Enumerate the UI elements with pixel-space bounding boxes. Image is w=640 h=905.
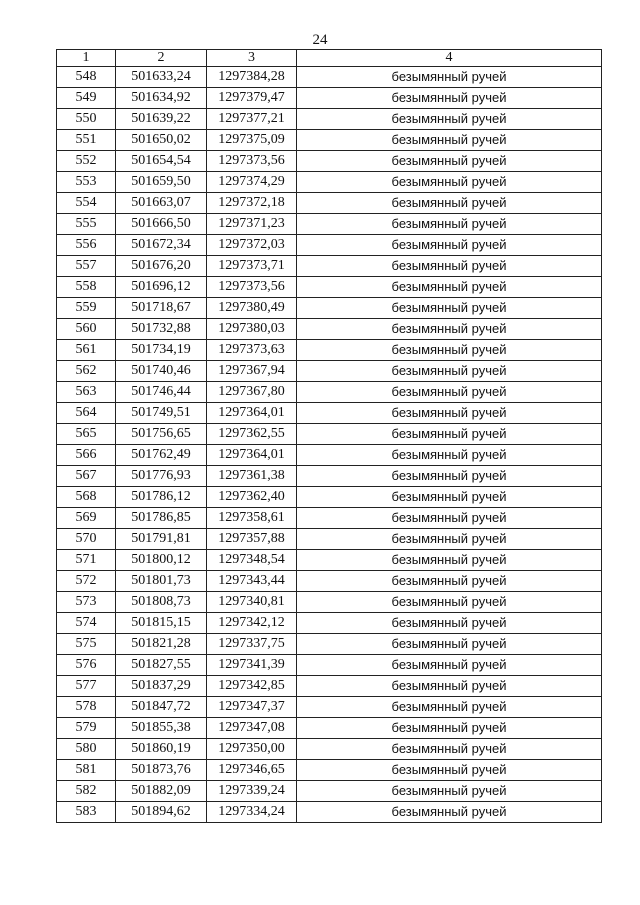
table-row — [57, 193, 602, 214]
table-row — [57, 214, 602, 235]
point-number-cell: 566 — [57, 445, 116, 466]
table-row — [57, 235, 602, 256]
header-col-4: 4 — [297, 50, 602, 67]
table-row — [57, 67, 602, 88]
object-name-cell: безымянный ручей — [297, 466, 602, 487]
table-row — [57, 382, 602, 403]
x-coordinate-cell: 501634,92 — [116, 88, 207, 109]
y-coordinate-cell: 1297364,01 — [207, 445, 297, 466]
y-coordinate-cell: 1297373,56 — [207, 277, 297, 298]
point-number-cell: 550 — [57, 109, 116, 130]
point-number-cell: 553 — [57, 172, 116, 193]
point-number-cell: 577 — [57, 676, 116, 697]
y-coordinate-cell: 1297342,12 — [207, 613, 297, 634]
object-name-cell: безымянный ручей — [297, 130, 602, 151]
x-coordinate-cell: 501821,28 — [116, 634, 207, 655]
y-coordinate-cell: 1297358,61 — [207, 508, 297, 529]
point-number-cell: 570 — [57, 529, 116, 550]
object-name-cell: безымянный ручей — [297, 445, 602, 466]
y-coordinate-cell: 1297340,81 — [207, 592, 297, 613]
y-coordinate-cell: 1297362,55 — [207, 424, 297, 445]
table-row — [57, 445, 602, 466]
table-row — [57, 760, 602, 781]
point-number-cell: 558 — [57, 277, 116, 298]
point-number-cell: 574 — [57, 613, 116, 634]
table-row — [57, 802, 602, 823]
y-coordinate-cell: 1297384,28 — [207, 67, 297, 88]
table-row — [57, 88, 602, 109]
table-row — [57, 298, 602, 319]
y-coordinate-cell: 1297372,03 — [207, 235, 297, 256]
y-coordinate-cell: 1297373,63 — [207, 340, 297, 361]
object-name-cell: безымянный ручей — [297, 655, 602, 676]
table-row — [57, 319, 602, 340]
x-coordinate-cell: 501855,38 — [116, 718, 207, 739]
x-coordinate-cell: 501666,50 — [116, 214, 207, 235]
y-coordinate-cell: 1297379,47 — [207, 88, 297, 109]
x-coordinate-cell: 501696,12 — [116, 277, 207, 298]
point-number-cell: 565 — [57, 424, 116, 445]
y-coordinate-cell: 1297364,01 — [207, 403, 297, 424]
object-name-cell: безымянный ручей — [297, 193, 602, 214]
x-coordinate-cell: 501837,29 — [116, 676, 207, 697]
point-number-cell: 583 — [57, 802, 116, 823]
y-coordinate-cell: 1297373,71 — [207, 256, 297, 277]
x-coordinate-cell: 501882,09 — [116, 781, 207, 802]
point-number-cell: 557 — [57, 256, 116, 277]
y-coordinate-cell: 1297337,75 — [207, 634, 297, 655]
point-number-cell: 551 — [57, 130, 116, 151]
x-coordinate-cell: 501672,34 — [116, 235, 207, 256]
page-number: 24 — [312, 32, 328, 48]
object-name-cell: безымянный ручей — [297, 340, 602, 361]
y-coordinate-cell: 1297367,94 — [207, 361, 297, 382]
object-name-cell: безымянный ручей — [297, 88, 602, 109]
object-name-cell: безымянный ручей — [297, 277, 602, 298]
point-number-cell: 568 — [57, 487, 116, 508]
point-number-cell: 572 — [57, 571, 116, 592]
object-name-cell: безымянный ручей — [297, 151, 602, 172]
point-number-cell: 548 — [57, 67, 116, 88]
x-coordinate-cell: 501633,24 — [116, 67, 207, 88]
x-coordinate-cell: 501800,12 — [116, 550, 207, 571]
object-name-cell: безымянный ручей — [297, 172, 602, 193]
x-coordinate-cell: 501873,76 — [116, 760, 207, 781]
x-coordinate-cell: 501654,54 — [116, 151, 207, 172]
x-coordinate-cell: 501762,49 — [116, 445, 207, 466]
point-number-cell: 562 — [57, 361, 116, 382]
point-number-cell: 563 — [57, 382, 116, 403]
y-coordinate-cell: 1297374,29 — [207, 172, 297, 193]
x-coordinate-cell: 501676,20 — [116, 256, 207, 277]
table-row — [57, 634, 602, 655]
x-coordinate-cell: 501663,07 — [116, 193, 207, 214]
table-row — [57, 571, 602, 592]
table-row — [57, 529, 602, 550]
point-number-cell: 556 — [57, 235, 116, 256]
table-header-row — [57, 50, 602, 67]
coordinates-table — [56, 49, 602, 823]
y-coordinate-cell: 1297341,39 — [207, 655, 297, 676]
y-coordinate-cell: 1297361,38 — [207, 466, 297, 487]
x-coordinate-cell: 501815,15 — [116, 613, 207, 634]
point-number-cell: 575 — [57, 634, 116, 655]
x-coordinate-cell: 501808,73 — [116, 592, 207, 613]
table-row — [57, 487, 602, 508]
y-coordinate-cell: 1297375,09 — [207, 130, 297, 151]
table-row — [57, 655, 602, 676]
point-number-cell: 580 — [57, 739, 116, 760]
object-name-cell: безымянный ручей — [297, 319, 602, 340]
object-name-cell: безымянный ручей — [297, 550, 602, 571]
table-row — [57, 172, 602, 193]
object-name-cell: безымянный ручей — [297, 676, 602, 697]
object-name-cell: безымянный ручей — [297, 256, 602, 277]
y-coordinate-cell: 1297373,56 — [207, 151, 297, 172]
header-col-1: 1 — [57, 50, 116, 67]
table-row — [57, 109, 602, 130]
point-number-cell: 579 — [57, 718, 116, 739]
x-coordinate-cell: 501734,19 — [116, 340, 207, 361]
header-col-3: 3 — [207, 50, 297, 67]
object-name-cell: безымянный ручей — [297, 529, 602, 550]
x-coordinate-cell: 501740,46 — [116, 361, 207, 382]
object-name-cell: безымянный ручей — [297, 781, 602, 802]
object-name-cell: безымянный ручей — [297, 802, 602, 823]
object-name-cell: безымянный ручей — [297, 508, 602, 529]
y-coordinate-cell: 1297380,49 — [207, 298, 297, 319]
table-row — [57, 403, 602, 424]
object-name-cell: безымянный ручей — [297, 487, 602, 508]
y-coordinate-cell: 1297339,24 — [207, 781, 297, 802]
y-coordinate-cell: 1297343,44 — [207, 571, 297, 592]
y-coordinate-cell: 1297377,21 — [207, 109, 297, 130]
table-row — [57, 466, 602, 487]
y-coordinate-cell: 1297334,24 — [207, 802, 297, 823]
point-number-cell: 549 — [57, 88, 116, 109]
table-row — [57, 676, 602, 697]
x-coordinate-cell: 501756,65 — [116, 424, 207, 445]
object-name-cell: безымянный ручей — [297, 739, 602, 760]
table-row — [57, 550, 602, 571]
x-coordinate-cell: 501894,62 — [116, 802, 207, 823]
point-number-cell: 567 — [57, 466, 116, 487]
point-number-cell: 552 — [57, 151, 116, 172]
y-coordinate-cell: 1297380,03 — [207, 319, 297, 340]
point-number-cell: 581 — [57, 760, 116, 781]
point-number-cell: 569 — [57, 508, 116, 529]
y-coordinate-cell: 1297371,23 — [207, 214, 297, 235]
x-coordinate-cell: 501718,67 — [116, 298, 207, 319]
point-number-cell: 559 — [57, 298, 116, 319]
x-coordinate-cell: 501786,12 — [116, 487, 207, 508]
object-name-cell: безымянный ручей — [297, 361, 602, 382]
x-coordinate-cell: 501791,81 — [116, 529, 207, 550]
object-name-cell: безымянный ручей — [297, 592, 602, 613]
point-number-cell: 555 — [57, 214, 116, 235]
table-row — [57, 424, 602, 445]
y-coordinate-cell: 1297367,80 — [207, 382, 297, 403]
y-coordinate-cell: 1297346,65 — [207, 760, 297, 781]
object-name-cell: безымянный ручей — [297, 634, 602, 655]
table-row — [57, 718, 602, 739]
table-row — [57, 592, 602, 613]
object-name-cell: безымянный ручей — [297, 424, 602, 445]
table-body — [57, 67, 602, 823]
y-coordinate-cell: 1297347,08 — [207, 718, 297, 739]
y-coordinate-cell: 1297357,88 — [207, 529, 297, 550]
x-coordinate-cell: 501746,44 — [116, 382, 207, 403]
object-name-cell: безымянный ручей — [297, 67, 602, 88]
point-number-cell: 554 — [57, 193, 116, 214]
point-number-cell: 560 — [57, 319, 116, 340]
point-number-cell: 578 — [57, 697, 116, 718]
object-name-cell: безымянный ручей — [297, 613, 602, 634]
table-row — [57, 697, 602, 718]
header-col-2: 2 — [116, 50, 207, 67]
point-number-cell: 582 — [57, 781, 116, 802]
point-number-cell: 576 — [57, 655, 116, 676]
y-coordinate-cell: 1297348,54 — [207, 550, 297, 571]
point-number-cell: 561 — [57, 340, 116, 361]
y-coordinate-cell: 1297372,18 — [207, 193, 297, 214]
x-coordinate-cell: 501860,19 — [116, 739, 207, 760]
table-row — [57, 256, 602, 277]
y-coordinate-cell: 1297347,37 — [207, 697, 297, 718]
object-name-cell: безымянный ручей — [297, 382, 602, 403]
table-row — [57, 361, 602, 382]
x-coordinate-cell: 501827,55 — [116, 655, 207, 676]
table-row — [57, 130, 602, 151]
point-number-cell: 571 — [57, 550, 116, 571]
x-coordinate-cell: 501749,51 — [116, 403, 207, 424]
object-name-cell: безымянный ручей — [297, 760, 602, 781]
table-row — [57, 781, 602, 802]
point-number-cell: 564 — [57, 403, 116, 424]
table-row — [57, 613, 602, 634]
table-row — [57, 151, 602, 172]
object-name-cell: безымянный ручей — [297, 403, 602, 424]
table-row — [57, 508, 602, 529]
object-name-cell: безымянный ручей — [297, 571, 602, 592]
point-number-cell: 573 — [57, 592, 116, 613]
object-name-cell: безымянный ручей — [297, 109, 602, 130]
y-coordinate-cell: 1297350,00 — [207, 739, 297, 760]
y-coordinate-cell: 1297342,85 — [207, 676, 297, 697]
object-name-cell: безымянный ручей — [297, 718, 602, 739]
x-coordinate-cell: 501801,73 — [116, 571, 207, 592]
x-coordinate-cell: 501776,93 — [116, 466, 207, 487]
x-coordinate-cell: 501847,72 — [116, 697, 207, 718]
table-row — [57, 340, 602, 361]
table-row — [57, 739, 602, 760]
x-coordinate-cell: 501786,85 — [116, 508, 207, 529]
x-coordinate-cell: 501639,22 — [116, 109, 207, 130]
object-name-cell: безымянный ручей — [297, 235, 602, 256]
object-name-cell: безымянный ручей — [297, 697, 602, 718]
y-coordinate-cell: 1297362,40 — [207, 487, 297, 508]
object-name-cell: безымянный ручей — [297, 214, 602, 235]
x-coordinate-cell: 501732,88 — [116, 319, 207, 340]
table-row — [57, 277, 602, 298]
object-name-cell: безымянный ручей — [297, 298, 602, 319]
x-coordinate-cell: 501659,50 — [116, 172, 207, 193]
x-coordinate-cell: 501650,02 — [116, 130, 207, 151]
